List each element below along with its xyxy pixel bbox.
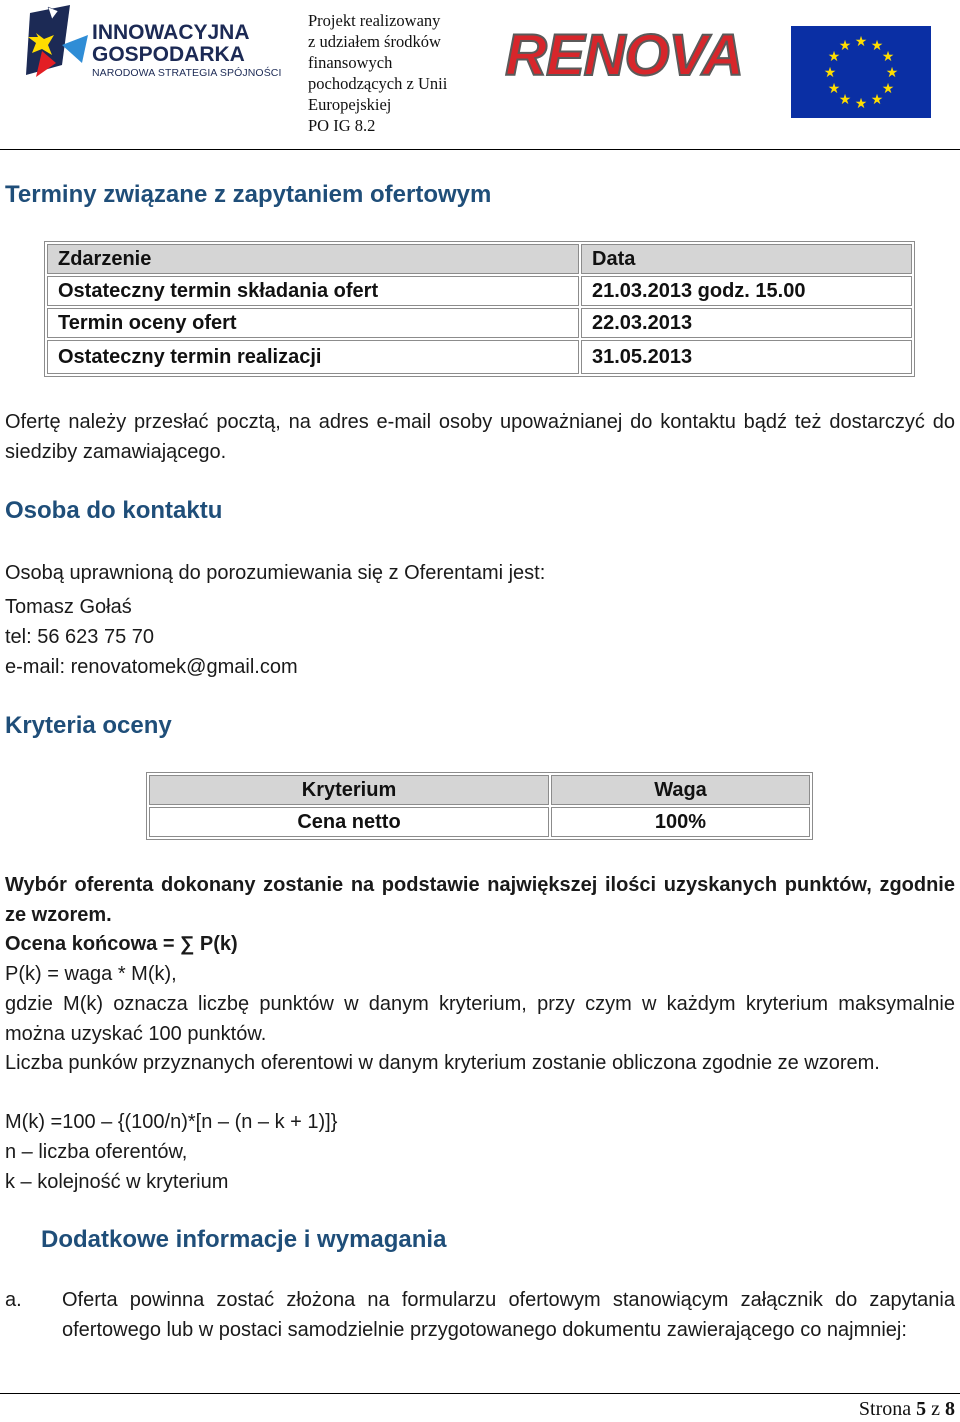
mk-formula: M(k) =100 – {(100/n)*[n – (n – k + 1)]} [5,1111,338,1133]
current-page: 5 [916,1398,927,1420]
final-score: Ocena końcowa = ∑ P(k) [5,933,238,955]
ig-line3: NARODOWA STRATEGIA SPÓJNOŚCI [92,67,282,79]
table-header-cell: Zdarzenie [47,244,579,274]
contact-name: Tomasz Gołaś [5,596,132,618]
svg-text:★: ★ [885,65,899,81]
page-prefix: Strona [858,1398,912,1420]
where-text: gdzie M(k) oznacza liczbę punktów w danym kryterium, przy czym w każdym kryterium maksymalnie można uzyskać 100 punktów. [5,993,955,1045]
table-cell: 22.03.2013 [581,308,912,338]
svg-text:★: ★ [870,92,884,108]
svg-text:★: ★ [823,65,837,81]
renova-logo [478,25,770,85]
svg-text:★: ★ [827,81,841,97]
n-definition: n – liczba oferentów, [5,1141,188,1163]
contact-intro: Osobą uprawnioną do porozumiewania się z Oferentami jest: [5,562,546,584]
svg-text:RENOVA: RENOVA [505,25,743,85]
eu-flag [791,26,931,118]
eu-stars-icon [791,26,931,118]
ig-emblem-icon [22,5,92,87]
page-sep: z [931,1398,940,1420]
points-text: Liczba punków przyznanych oferentowi w danym kryterium zostanie obliczona zgodnie ze wzorem. [5,1052,880,1074]
project-line: PO IG 8.2 [308,116,376,135]
table-cell: Termin oceny ofert [47,308,579,338]
terms-heading: Terminy związane z zapytaniem ofertowym [5,181,492,208]
svg-text:★: ★ [838,38,852,54]
terms-note: Ofertę należy przesłać pocztą, na adres e-mail osoby upoważnianej do kontaktu bądź też dostarczyć do siedziby zamawiającego. [5,411,955,463]
page-number [859,1398,955,1421]
table-header-row [149,775,810,805]
criteria-heading: Kryteria oceny [5,712,172,739]
table-cell: 31.05.2013 [581,340,912,374]
contact-heading: Osoba do kontaktu [5,497,223,524]
table-cell: 100% [551,807,810,837]
ig-line1: INNOWACYJNA [92,21,250,44]
contact-phone: tel: 56 623 75 70 [5,626,155,648]
list-marker: a. [5,1289,22,1311]
list-item-text: Oferta powinna zostać złożona na formularzu ofertowym stanowiącym załącznik do zapytania ofertowego lub w postaci samodzielnie przygotowanego dokumentu zawierającego co najmniej: [62,1289,955,1341]
table-row [149,807,810,837]
total-pages: 8 [945,1398,955,1420]
table-row [47,340,912,374]
contact-email[interactable]: e-mail: renovatomek@gmail.com [5,656,298,678]
k-definition: k – kolejność w kryterium [5,1171,229,1193]
svg-text:★: ★ [870,38,884,54]
project-line: z udziałem środków [308,32,441,51]
svg-text:★: ★ [854,34,868,50]
svg-text:★: ★ [854,96,868,112]
criteria-table [146,772,813,840]
pk-formula: P(k) = waga * M(k), [5,963,177,985]
project-note [308,10,478,136]
table-cell: Cena netto [149,807,549,837]
table-cell: Ostateczny termin realizacji [47,340,579,374]
ig-line2: GOSPODARKA [92,43,245,66]
svg-text:★: ★ [881,49,895,65]
project-line: finansowych [308,53,393,72]
table-row [47,308,912,338]
table-header-cell: Waga [551,775,810,805]
svg-text:★: ★ [881,81,895,97]
terms-table [44,241,915,377]
footer-divider [0,1393,960,1394]
table-row [47,276,912,306]
project-line: Projekt realizowany [308,11,441,30]
project-line: pochodzących z Unii [308,74,448,93]
table-cell: Ostateczny termin składania ofert [47,276,579,306]
additional-heading: Dodatkowe informacje i wymagania [41,1226,447,1253]
header-divider [0,149,960,150]
table-header-cell: Kryterium [149,775,549,805]
table-header-row [47,244,912,274]
project-line: Europejskiej [308,95,392,114]
table-cell: 21.03.2013 godz. 15.00 [581,276,912,306]
svg-text:★: ★ [827,49,841,65]
table-header-cell: Data [581,244,912,274]
selection-text: Wybór oferenta dokonany zostanie na podstawie największej ilości uzyskanych punktów, zgodnie ze wzorem. [5,874,955,926]
svg-text:★: ★ [838,92,852,108]
